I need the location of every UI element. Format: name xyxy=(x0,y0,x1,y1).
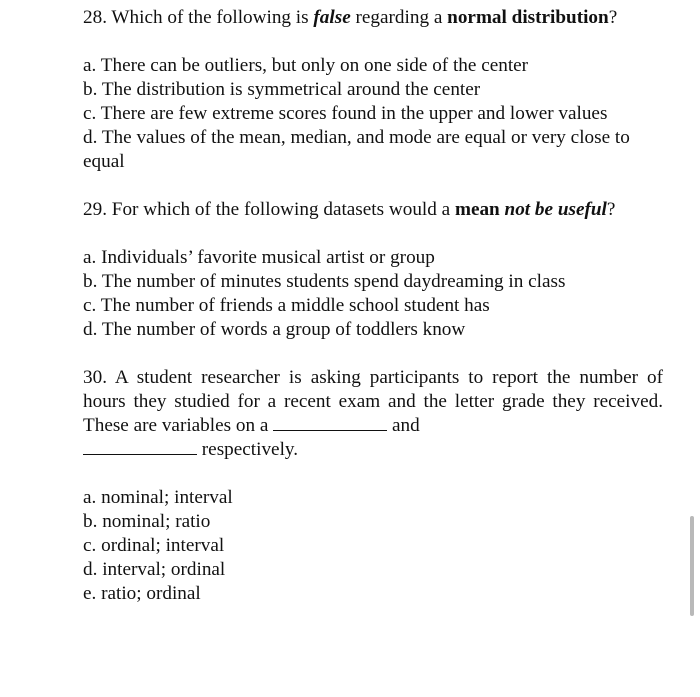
spacer xyxy=(83,222,663,246)
question-29-suffix: ? xyxy=(606,199,616,220)
question-28-stem xyxy=(83,6,663,30)
question-28-option-c[interactable]: c. There are few extreme scores found in the upper and lower values xyxy=(83,103,608,124)
question-30-option-e[interactable]: e. ratio; ordinal xyxy=(83,583,201,604)
spacer xyxy=(83,174,663,198)
spacer xyxy=(83,342,663,366)
question-30-blank-1 xyxy=(273,415,387,431)
question-28-emphasis-false: false xyxy=(313,7,351,28)
question-28-option-b[interactable]: b. The distribution is symmetrical around the center xyxy=(83,79,481,100)
question-28-suffix: ? xyxy=(608,7,618,28)
question-30-option-c[interactable]: c. ordinal; interval xyxy=(83,535,225,556)
question-28-options xyxy=(83,54,663,174)
question-28-text: 28. Which of the following is xyxy=(83,7,314,28)
question-30-stem xyxy=(83,366,663,462)
question-29-emphasis-not-be-useful: not be useful xyxy=(504,199,607,220)
question-29-option-c[interactable]: c. The number of friends a middle school student has xyxy=(83,295,490,316)
question-28-option-a[interactable]: a. There can be outliers, but only on one side of the center xyxy=(83,55,529,76)
spacer xyxy=(83,462,663,486)
question-30-options xyxy=(83,486,663,606)
question-30-text-and: and xyxy=(391,415,420,436)
spacer xyxy=(83,30,663,54)
question-30-option-b[interactable]: b. nominal; ratio xyxy=(83,511,211,532)
question-29-stem xyxy=(83,198,663,222)
question-30-blank-2 xyxy=(83,439,197,455)
question-29-option-d[interactable]: d. The number of words a group of toddlers know xyxy=(83,319,466,340)
question-29-option-b[interactable]: b. The number of minutes students spend daydreaming in class xyxy=(83,271,566,292)
document-page xyxy=(83,6,663,606)
question-28-option-d[interactable]: d. The values of the mean, median, and mode are equal or very close to equal xyxy=(83,127,630,172)
vertical-scrollbar[interactable] xyxy=(690,516,694,616)
question-28-emphasis-normal-distribution: normal distribution xyxy=(447,7,609,28)
question-29-text: 29. For which of the following datasets would a xyxy=(83,199,455,220)
question-29-option-a[interactable]: a. Individuals’ favorite musical artist or group xyxy=(83,247,435,268)
question-29-emphasis-mean: mean xyxy=(454,199,500,220)
question-30-option-d[interactable]: d. interval; ordinal xyxy=(83,559,226,580)
question-30-option-a[interactable]: a. nominal; interval xyxy=(83,487,233,508)
question-30-text: 30. A student researcher is asking participants to report the number of hours they studied for a recent exam and the letter grade they received. These are variables on a xyxy=(83,367,663,436)
question-28-text-mid: regarding a xyxy=(350,7,448,28)
question-29-options xyxy=(83,246,663,342)
question-30-text-respectively: respectively. xyxy=(201,439,299,460)
